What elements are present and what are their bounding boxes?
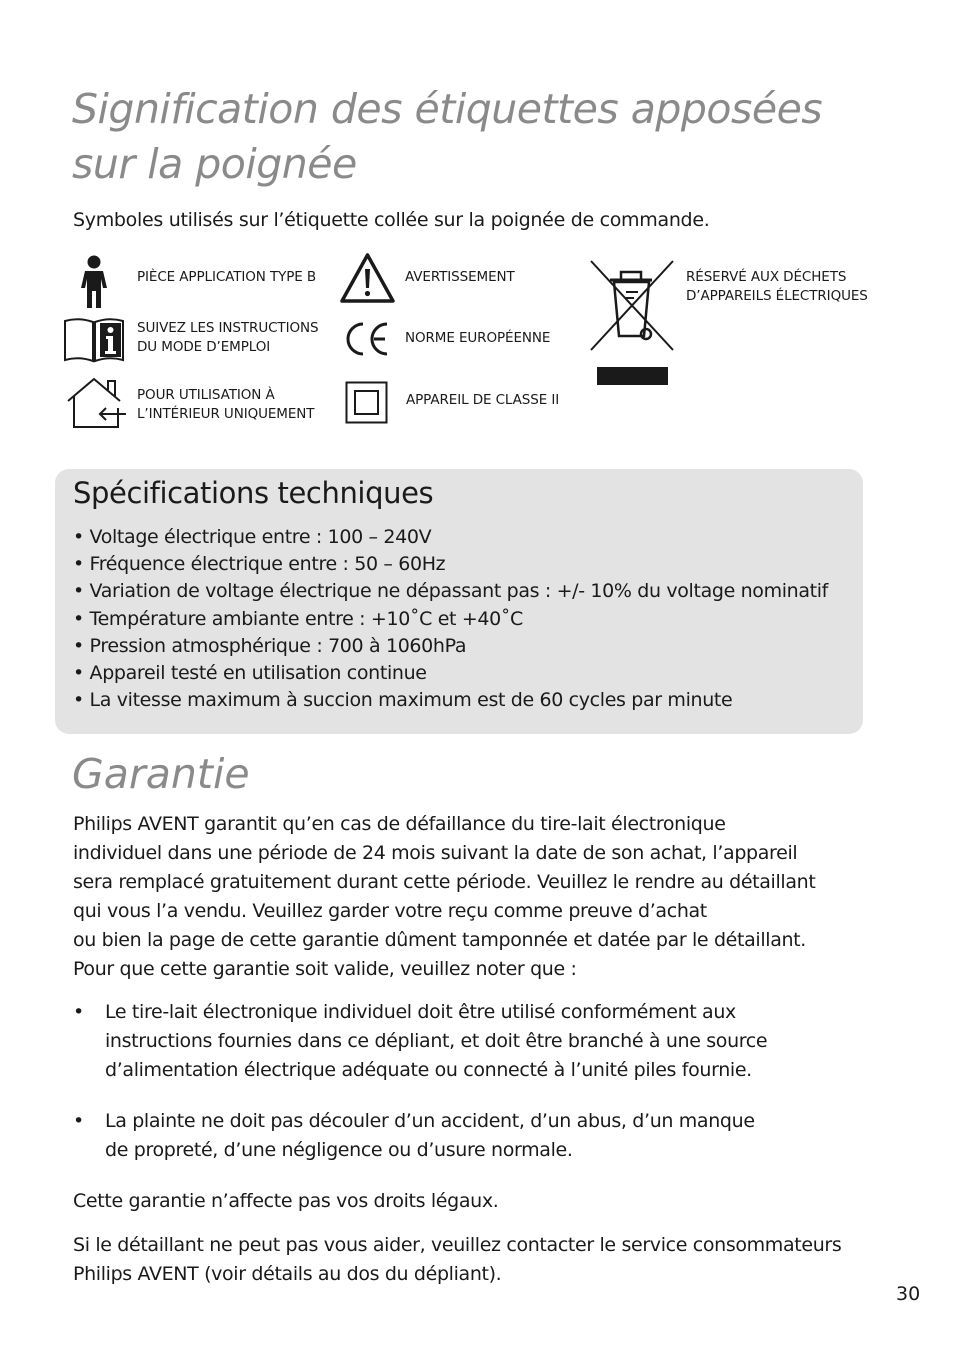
page-number: 30	[896, 1283, 921, 1305]
page-title-line: Signification des étiquettes apposées	[72, 85, 823, 133]
list-item: • La vitesse maximum à succion maximum est de 60 cycles par minute	[73, 689, 733, 712]
text-line: instructions fournies dans ce dépliant, et doit être branché à une source	[105, 1030, 768, 1052]
double-square-icon	[345, 381, 388, 424]
text-line: individuel dans une période de 24 mois suivant la date de son achat, l’appareil	[73, 842, 798, 864]
list-item: • Appareil testé en utilisation continue	[73, 662, 427, 685]
bullet-marker: •	[73, 1110, 85, 1132]
symbol-label-line: AVERTISSEMENT	[405, 269, 515, 285]
text-line: de propreté, d’une négligence ou d’usure normale.	[105, 1139, 573, 1161]
legal-rights-text: Cette garantie n’affecte pas vos droits légaux.	[73, 1190, 499, 1212]
specs-list	[73, 524, 828, 714]
symbol-label-type-b	[137, 268, 316, 287]
contact-paragraph	[73, 1231, 841, 1289]
intro-text: Symboles utilisés sur l’étiquette collée sur la poignée de commande.	[73, 209, 710, 231]
book-info-icon	[62, 315, 126, 363]
symbol-label-ce	[405, 329, 550, 348]
symbol-label-line: SUIVEZ LES INSTRUCTIONS	[137, 320, 319, 336]
symbol-label-line: DU MODE D’EMPLOI	[137, 339, 271, 355]
symbol-label-indoor	[137, 386, 314, 424]
symbol-label-line: D’APPAREILS ÉLECTRIQUES	[686, 288, 868, 304]
text-line: Philips AVENT garantit qu’en cas de défaillance du tire-lait électronique	[73, 813, 726, 835]
symbol-label-instructions	[137, 319, 318, 357]
ce-mark-icon	[343, 319, 391, 359]
garantie-paragraph	[73, 810, 815, 984]
page-title-line: sur la poignée	[72, 140, 357, 188]
list-item: • Voltage électrique entre : 100 – 240V	[73, 526, 432, 548]
specs-title: Spécifications techniques	[73, 476, 434, 510]
page-title	[72, 82, 822, 192]
warning-triangle-icon	[339, 252, 396, 304]
text-line: Philips AVENT (voir détails au dos du dépliant).	[73, 1263, 502, 1285]
symbol-label-line: L’INTÉRIEUR UNIQUEMENT	[137, 406, 315, 422]
garantie-title: Garantie	[72, 750, 250, 798]
garantie-condition-2	[105, 1107, 845, 1165]
list-item: • Température ambiante entre : +10˚C et +40˚C	[73, 607, 523, 630]
symbol-label-line: PIÈCE APPLICATION TYPE B	[137, 269, 317, 285]
text-line: Pour que cette garantie soit valide, veuillez noter que :	[73, 958, 577, 980]
list-item: • Pression atmosphérique : 700 à 1060hPa	[73, 634, 467, 657]
text-line: sera remplacé gratuitement durant cette période. Veuillez le rendre au détaillant	[73, 871, 816, 893]
symbol-label-class-ii	[406, 391, 559, 410]
text-line: d’alimentation électrique adéquate ou connecté à l’unité piles fournie.	[105, 1059, 752, 1081]
symbol-label-weee	[686, 268, 868, 306]
text-line: ou bien la page de cette garantie dûment tamponnée et datée par le détaillant.	[73, 929, 806, 951]
list-item: • Fréquence électrique entre : 50 – 60Hz	[73, 553, 446, 576]
text-line: Le tire-lait électronique individuel doit être utilisé conformément aux	[105, 1001, 736, 1023]
list-item: • Variation de voltage électrique ne dépassant pas : +/- 10% du voltage nominatif	[73, 580, 829, 603]
symbol-label-warning	[405, 268, 515, 287]
garantie-condition-1	[105, 998, 845, 1085]
symbol-label-line: RÉSERVÉ AUX DÉCHETS	[686, 269, 847, 285]
bullet-marker: •	[73, 1001, 85, 1023]
symbol-label-line: POUR UTILISATION À	[137, 387, 275, 403]
text-line: qui vous l’a vendu. Veuillez garder votre reçu comme preuve d’achat	[73, 900, 707, 922]
symbol-label-line: NORME EUROPÉENNE	[405, 330, 551, 346]
text-line: La plainte ne doit pas découler d’un accident, d’un abus, d’un manque	[105, 1110, 755, 1132]
crossed-bin-icon	[588, 258, 678, 388]
text-line: Si le détaillant ne peut pas vous aider, veuillez contacter le service consommateurs	[73, 1234, 842, 1256]
person-standing-icon	[74, 253, 114, 309]
house-indoor-icon	[64, 376, 128, 430]
symbol-label-line: APPAREIL DE CLASSE II	[406, 392, 560, 408]
